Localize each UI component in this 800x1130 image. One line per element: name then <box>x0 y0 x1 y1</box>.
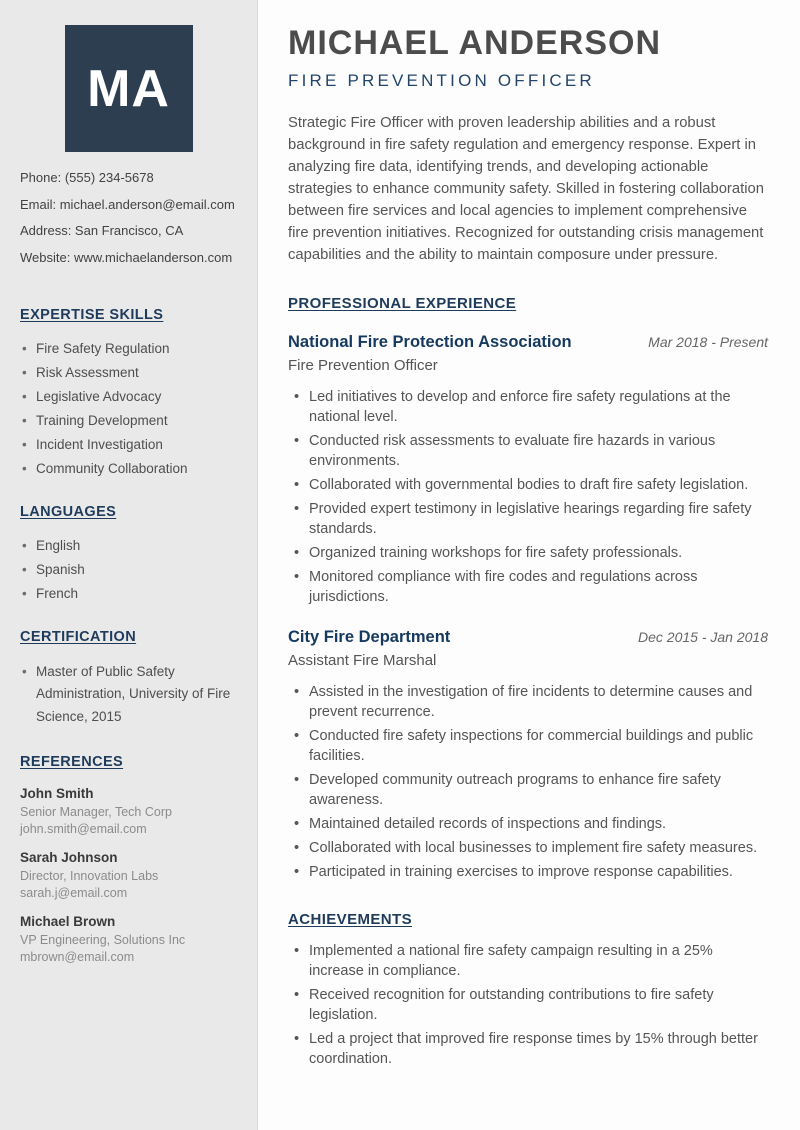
list-item: • Developed community outreach programs to enhance fire safety awareness. <box>288 770 768 810</box>
contact-address: Address: San Francisco, CA <box>20 223 184 238</box>
contact-section <box>20 170 237 265</box>
list-item: • Conducted risk assessments to evaluate fire hazards in various environments. <box>288 431 768 471</box>
references-heading: REFERENCES <box>20 754 124 770</box>
list-item: • French <box>20 584 237 603</box>
list-item: • Community Collaboration <box>20 459 237 478</box>
job-dates: Mar 2018 - Present <box>648 334 768 351</box>
reference-name: Sarah Johnson <box>20 850 118 865</box>
list-item: • Incident Investigation <box>20 435 237 454</box>
list-item: • English <box>20 536 237 555</box>
certification-heading: CERTIFICATION <box>20 628 137 645</box>
list-item: • Spanish <box>20 560 237 579</box>
job-header <box>288 333 768 352</box>
resume-sidebar <box>0 0 258 1130</box>
reference-name: Michael Brown <box>20 914 116 929</box>
list-item: • Implemented a national fire safety campaign resulting in a 25% increase in compliance. <box>288 941 768 981</box>
languages-heading: LANGUAGES <box>20 503 117 520</box>
page-title: MICHAEL ANDERSON <box>288 24 662 62</box>
headline-job-title: FIRE PREVENTION OFFICER <box>288 71 595 91</box>
expertise-skills-list <box>20 339 237 478</box>
certification-list <box>20 661 237 729</box>
job-bullet-list <box>288 387 768 607</box>
reference-card <box>20 786 237 838</box>
reference-role: Director, Innovation Labs <box>20 869 159 883</box>
professional-experience-heading: PROFESSIONAL EXPERIENCE <box>288 295 517 313</box>
list-item: • Maintained detailed records of inspections and findings. <box>288 814 768 834</box>
contact-website: Website: www.michaelanderson.com <box>20 249 233 265</box>
expertise-skills-section <box>20 307 237 478</box>
list-item: • Legislative Advocacy <box>20 387 237 406</box>
company-name: National Fire Protection Association <box>288 333 572 352</box>
reference-role: Senior Manager, Tech Corp <box>20 805 172 819</box>
contact-email: Email: michael.anderson@email.com <box>20 196 235 212</box>
list-item: • Provided expert testimony in legislative hearings regarding fire safety standards. <box>288 499 768 539</box>
job-role: Fire Prevention Officer <box>288 357 438 375</box>
list-item: • Received recognition for outstanding contributions to fire safety legislation. <box>288 985 768 1025</box>
job-entry <box>288 628 768 882</box>
languages-list <box>20 536 237 603</box>
list-item: • Training Development <box>20 411 237 430</box>
reference-card <box>20 914 237 966</box>
avatar-initials: MA <box>87 59 170 118</box>
list-item: • Led a project that improved fire response times by 15% through better coordination. <box>288 1029 768 1069</box>
list-item: • Collaborated with local businesses to implement fire safety measures. <box>288 838 768 858</box>
avatar <box>65 25 193 152</box>
resume-main <box>258 0 800 1130</box>
job-entry <box>288 333 768 607</box>
reference-email: sarah.j@email.com <box>20 886 128 900</box>
company-name: City Fire Department <box>288 628 451 647</box>
reference-name: John Smith <box>20 786 94 801</box>
list-item: • Collaborated with governmental bodies to draft fire safety legislation. <box>288 475 768 495</box>
reference-role: VP Engineering, Solutions Inc <box>20 933 186 947</box>
list-item: • Monitored compliance with fire codes and regulations across jurisdictions. <box>288 567 768 607</box>
expertise-skills-heading: EXPERTISE SKILLS <box>20 306 164 323</box>
languages-section <box>20 504 237 603</box>
job-bullet-list <box>288 682 768 882</box>
list-item: • Conducted fire safety inspections for commercial buildings and public facilities. <box>288 726 768 766</box>
references-section <box>20 754 237 966</box>
job-header <box>288 628 768 647</box>
list-item: • Participated in training exercises to improve response capabilities. <box>288 862 768 882</box>
achievements-heading: ACHIEVEMENTS <box>288 911 412 929</box>
achievements-list <box>288 941 768 1069</box>
reference-card <box>20 850 237 902</box>
contact-phone: Phone: (555) 234-5678 <box>20 170 154 185</box>
list-item: • Assisted in the investigation of fire incidents to determine causes and prevent recurrence. <box>288 682 768 722</box>
list-item: • Risk Assessment <box>20 363 237 382</box>
reference-email: mbrown@email.com <box>20 950 135 964</box>
list-item: • Fire Safety Regulation <box>20 339 237 358</box>
job-role: Assistant Fire Marshal <box>288 652 437 670</box>
reference-email: john.smith@email.com <box>20 822 147 836</box>
list-item: • Organized training workshops for fire safety professionals. <box>288 543 768 563</box>
summary-paragraph: Strategic Fire Officer with proven leadership abilities and a robust background in fire safety regulation and emergency response. Expert in analyzing fire data, identifying trends, and developing actionable strategies to enhance community safety. Skilled in fostering collaboration between fire services and local agencies to implement comprehensive fire prevention initiatives. Recognized for outstanding crisis management capabilities and the ability to maintain composure under pressure. <box>288 115 764 264</box>
certification-section <box>20 629 237 729</box>
list-item: • Led initiatives to develop and enforce fire safety regulations at the national level. <box>288 387 768 427</box>
job-dates: Dec 2015 - Jan 2018 <box>638 629 768 646</box>
list-item: • Master of Public Safety Administration, University of Fire Science, 2015 <box>20 661 237 729</box>
